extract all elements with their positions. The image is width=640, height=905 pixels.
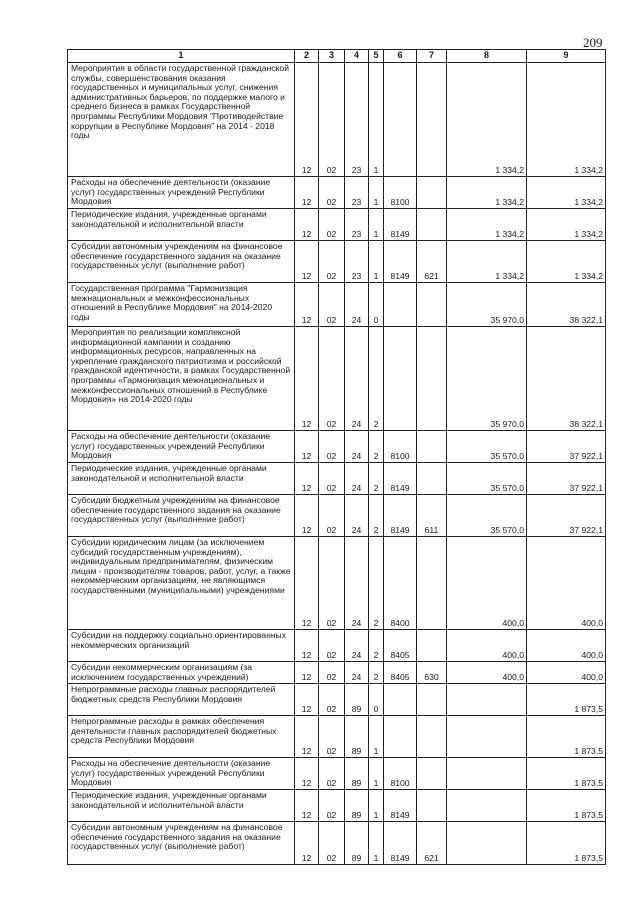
table-row <box>68 209 606 241</box>
row-cell-col-4: 23 <box>345 241 369 283</box>
row-name-cell: Непрограммные расходы главных распорядителей бюджетных средств Республики Мордовия <box>68 684 295 716</box>
row-cell-col-7 <box>417 463 447 495</box>
row-cell-col-7: 611 <box>417 495 447 537</box>
row-name-cell: Непрограммные расходы в рамках обеспечения деятельности главных распорядителей бюджетных средств Республики Мордовия <box>68 716 295 758</box>
row-cell-col-6: 8149 <box>384 495 417 537</box>
row-name-cell: Периодические издания, учрежденные органами законодательной и исполнительной власти <box>68 209 295 241</box>
row-cell-col-4: 89 <box>345 790 369 822</box>
row-cell-col-4: 24 <box>345 537 369 630</box>
table-row <box>68 463 606 495</box>
row-cell-col-3: 02 <box>319 463 345 495</box>
row-cell-col-3: 02 <box>319 495 345 537</box>
budget-table <box>67 49 606 865</box>
row-cell-col-6: 8100 <box>384 758 417 790</box>
table-row <box>68 630 606 662</box>
row-cell-col-2: 12 <box>295 209 319 241</box>
row-cell-col-5: 2 <box>369 463 384 495</box>
row-cell-col-3: 02 <box>319 630 345 662</box>
row-cell-col-2: 12 <box>295 630 319 662</box>
row-cell-col-6: 8405 <box>384 630 417 662</box>
row-cell-col-6: 8405 <box>384 662 417 684</box>
row-cell-col-7 <box>417 283 447 327</box>
row-cell-col-2: 12 <box>295 822 319 865</box>
row-cell-col-9: 400,0 <box>527 662 606 684</box>
row-cell-col-7: 630 <box>417 662 447 684</box>
row-cell-col-8: 35 570,0 <box>447 495 527 537</box>
row-cell-col-2: 12 <box>295 495 319 537</box>
table-row <box>68 822 606 865</box>
row-cell-col-2: 12 <box>295 283 319 327</box>
row-cell-col-6: 8100 <box>384 431 417 463</box>
row-cell-col-8 <box>447 790 527 822</box>
row-cell-col-6: 8100 <box>384 177 417 209</box>
row-cell-col-8: 400,0 <box>447 662 527 684</box>
row-cell-col-3: 02 <box>319 63 345 177</box>
row-cell-col-3: 02 <box>319 177 345 209</box>
row-cell-col-2: 12 <box>295 537 319 630</box>
row-cell-col-7 <box>417 537 447 630</box>
row-name-cell: Государственная программа "Гармонизация межнациональных и межконфессиональных отношений в Республике Мордовия" на 2014-2020 годы <box>68 283 295 327</box>
row-name-cell: Мероприятия в области государственной гражданской службы, совершенствования оказания государственных и муниципальных услуг, снижения административных барьеров, по поддержке малого и среднего бизнеса в рамках Государственной программы Республики Мордовия "Противодействие коррупции в Республике Мордовия" на 2014 - 2018 годы <box>68 63 295 177</box>
row-cell-col-7 <box>417 684 447 716</box>
row-cell-col-5: 1 <box>369 63 384 177</box>
row-cell-col-4: 89 <box>345 716 369 758</box>
row-cell-col-5: 1 <box>369 758 384 790</box>
table-row <box>68 431 606 463</box>
column-header-5: 5 <box>369 50 384 63</box>
row-cell-col-6: 8149 <box>384 463 417 495</box>
row-cell-col-2: 12 <box>295 463 319 495</box>
row-cell-col-2: 12 <box>295 758 319 790</box>
row-cell-col-5: 1 <box>369 716 384 758</box>
row-cell-col-3: 02 <box>319 431 345 463</box>
row-cell-col-9: 1 873,5 <box>527 716 606 758</box>
row-cell-col-4: 89 <box>345 684 369 716</box>
row-name-cell: Субсидии юридическим лицам (за исключением субсидий государственным учреждениям), индивидуальным предпринимателям, физическим лицам - производителям товаров, работ, услуг, а также некоммерческим организациям, не являющимся государственными (муниципальными) учреждениями <box>68 537 295 630</box>
column-header-8: 8 <box>447 50 527 63</box>
row-cell-col-5: 1 <box>369 209 384 241</box>
row-cell-col-8: 400,0 <box>447 537 527 630</box>
row-cell-col-8 <box>447 684 527 716</box>
table-row <box>68 790 606 822</box>
row-cell-col-4: 24 <box>345 283 369 327</box>
table-row <box>68 684 606 716</box>
row-name-cell: Расходы на обеспечение деятельности (оказание услуг) государственных учреждений Республики Мордовия <box>68 177 295 209</box>
row-cell-col-2: 12 <box>295 327 319 431</box>
row-cell-col-3: 02 <box>319 662 345 684</box>
row-cell-col-6 <box>384 283 417 327</box>
row-cell-col-4: 23 <box>345 177 369 209</box>
row-cell-col-7 <box>417 177 447 209</box>
row-cell-col-9: 1 873,5 <box>527 822 606 865</box>
table-body <box>68 63 606 865</box>
row-cell-col-2: 12 <box>295 241 319 283</box>
row-cell-col-5: 2 <box>369 630 384 662</box>
row-cell-col-9: 1 334,2 <box>527 63 606 177</box>
row-cell-col-6: 8149 <box>384 790 417 822</box>
row-cell-col-2: 12 <box>295 177 319 209</box>
row-cell-col-3: 02 <box>319 283 345 327</box>
row-cell-col-7 <box>417 431 447 463</box>
row-cell-col-3: 02 <box>319 209 345 241</box>
row-cell-col-9: 400,0 <box>527 537 606 630</box>
column-header-4: 4 <box>345 50 369 63</box>
row-cell-col-3: 02 <box>319 716 345 758</box>
row-cell-col-7 <box>417 63 447 177</box>
row-cell-col-7 <box>417 790 447 822</box>
row-cell-col-4: 23 <box>345 209 369 241</box>
row-cell-col-9: 1 873,5 <box>527 758 606 790</box>
row-cell-col-6: 8149 <box>384 241 417 283</box>
row-cell-col-2: 12 <box>295 431 319 463</box>
row-cell-col-8: 35 570,0 <box>447 431 527 463</box>
row-name-cell: Расходы на обеспечение деятельности (оказание услуг) государственных учреждений Республики Мордовия <box>68 431 295 463</box>
row-cell-col-8: 35 970,0 <box>447 283 527 327</box>
row-cell-col-9: 1 873,5 <box>527 790 606 822</box>
row-cell-col-5: 1 <box>369 790 384 822</box>
row-cell-col-3: 02 <box>319 241 345 283</box>
row-cell-col-6 <box>384 63 417 177</box>
table-row <box>68 241 606 283</box>
table-row <box>68 177 606 209</box>
row-cell-col-5: 0 <box>369 684 384 716</box>
column-header-3: 3 <box>319 50 345 63</box>
row-cell-col-5: 1 <box>369 177 384 209</box>
row-cell-col-4: 24 <box>345 630 369 662</box>
row-cell-col-3: 02 <box>319 758 345 790</box>
row-cell-col-6: 8400 <box>384 537 417 630</box>
row-cell-col-7 <box>417 209 447 241</box>
row-cell-col-9: 38 322,1 <box>527 283 606 327</box>
row-cell-col-3: 02 <box>319 684 345 716</box>
table-row <box>68 495 606 537</box>
row-name-cell: Субсидии автономным учреждениям на финансовое обеспечение государственного задания на оказание государственных услуг (выполнение работ) <box>68 241 295 283</box>
row-cell-col-8: 1 334,2 <box>447 241 527 283</box>
row-cell-col-5: 1 <box>369 822 384 865</box>
row-cell-col-5: 2 <box>369 537 384 630</box>
column-header-1: 1 <box>68 50 295 63</box>
row-cell-col-8 <box>447 822 527 865</box>
column-header-6: 6 <box>384 50 417 63</box>
row-name-cell: Мероприятия по реализации комплексной информационной кампании и созданию информационных ресурсов, направленных на укрепление гражданского патриотизма и российской гражданской идентичности, в рамках Государственной программы «Гармонизация межнациональных и межконфессиональных отношений в Республике Мордовия» на 2014-2020 годы <box>68 327 295 431</box>
row-cell-col-2: 12 <box>295 662 319 684</box>
row-name-cell: Субсидии некоммерческим организациям (за исключением государственных учреждений) <box>68 662 295 684</box>
row-cell-col-5: 0 <box>369 283 384 327</box>
row-cell-col-5: 1 <box>369 241 384 283</box>
row-cell-col-4: 24 <box>345 431 369 463</box>
row-cell-col-7 <box>417 716 447 758</box>
row-name-cell: Периодические издания, учрежденные органами законодательной и исполнительной власти <box>68 463 295 495</box>
header-row <box>68 50 606 63</box>
row-name-cell: Расходы на обеспечение деятельности (оказание услуг) государственных учреждений Республики Мордовия <box>68 758 295 790</box>
page-number: 209 <box>583 35 603 50</box>
row-cell-col-2: 12 <box>295 716 319 758</box>
row-name-cell: Субсидии автономным учреждениям на финансовое обеспечение государственного задания на оказание государственных услуг (выполнение работ) <box>68 822 295 865</box>
row-cell-col-8: 35 970,0 <box>447 327 527 431</box>
row-cell-col-3: 02 <box>319 537 345 630</box>
row-cell-col-6 <box>384 684 417 716</box>
row-cell-col-3: 02 <box>319 790 345 822</box>
row-cell-col-9: 1 334,2 <box>527 209 606 241</box>
row-cell-col-9: 1 873,5 <box>527 684 606 716</box>
row-cell-col-3: 02 <box>319 327 345 431</box>
table-row <box>68 716 606 758</box>
column-header-9: 9 <box>527 50 606 63</box>
row-cell-col-8 <box>447 758 527 790</box>
row-cell-col-8: 400,0 <box>447 630 527 662</box>
row-cell-col-9: 1 334,2 <box>527 241 606 283</box>
row-cell-col-8: 35 570,0 <box>447 463 527 495</box>
row-cell-col-3: 02 <box>319 822 345 865</box>
row-cell-col-8: 1 334,2 <box>447 209 527 241</box>
row-cell-col-7 <box>417 630 447 662</box>
row-cell-col-2: 12 <box>295 684 319 716</box>
row-cell-col-8: 1 334,2 <box>447 177 527 209</box>
row-cell-col-7: 621 <box>417 241 447 283</box>
row-cell-col-9: 37 922,1 <box>527 463 606 495</box>
row-name-cell: Периодические издания, учрежденные органами законодательной и исполнительной власти <box>68 790 295 822</box>
table-row <box>68 283 606 327</box>
row-cell-col-2: 12 <box>295 790 319 822</box>
table-row <box>68 662 606 684</box>
row-cell-col-4: 24 <box>345 327 369 431</box>
table-row <box>68 758 606 790</box>
row-cell-col-2: 12 <box>295 63 319 177</box>
table-row <box>68 63 606 177</box>
row-cell-col-6 <box>384 716 417 758</box>
row-cell-col-9: 400,0 <box>527 630 606 662</box>
row-name-cell: Субсидии на поддержку социально ориентированных некоммерческих организаций <box>68 630 295 662</box>
row-name-cell: Субсидии бюджетным учреждениям на финансовое обеспечение государственного задания на оказание государственных услуг (выполнение работ) <box>68 495 295 537</box>
row-cell-col-8 <box>447 716 527 758</box>
row-cell-col-6: 8149 <box>384 209 417 241</box>
row-cell-col-9: 37 922,1 <box>527 431 606 463</box>
row-cell-col-6 <box>384 327 417 431</box>
row-cell-col-5: 2 <box>369 327 384 431</box>
row-cell-col-9: 37 922,1 <box>527 495 606 537</box>
row-cell-col-4: 24 <box>345 463 369 495</box>
row-cell-col-7: 621 <box>417 822 447 865</box>
column-header-2: 2 <box>295 50 319 63</box>
column-header-7: 7 <box>417 50 447 63</box>
row-cell-col-5: 2 <box>369 662 384 684</box>
row-cell-col-7 <box>417 327 447 431</box>
row-cell-col-8: 1 334,2 <box>447 63 527 177</box>
row-cell-col-4: 23 <box>345 63 369 177</box>
row-cell-col-4: 24 <box>345 662 369 684</box>
row-cell-col-4: 24 <box>345 495 369 537</box>
table-row <box>68 327 606 431</box>
row-cell-col-5: 2 <box>369 495 384 537</box>
row-cell-col-9: 38 322,1 <box>527 327 606 431</box>
table-row <box>68 537 606 630</box>
row-cell-col-7 <box>417 758 447 790</box>
row-cell-col-6: 8149 <box>384 822 417 865</box>
row-cell-col-4: 89 <box>345 822 369 865</box>
row-cell-col-9: 1 334,2 <box>527 177 606 209</box>
row-cell-col-5: 2 <box>369 431 384 463</box>
row-cell-col-4: 89 <box>345 758 369 790</box>
